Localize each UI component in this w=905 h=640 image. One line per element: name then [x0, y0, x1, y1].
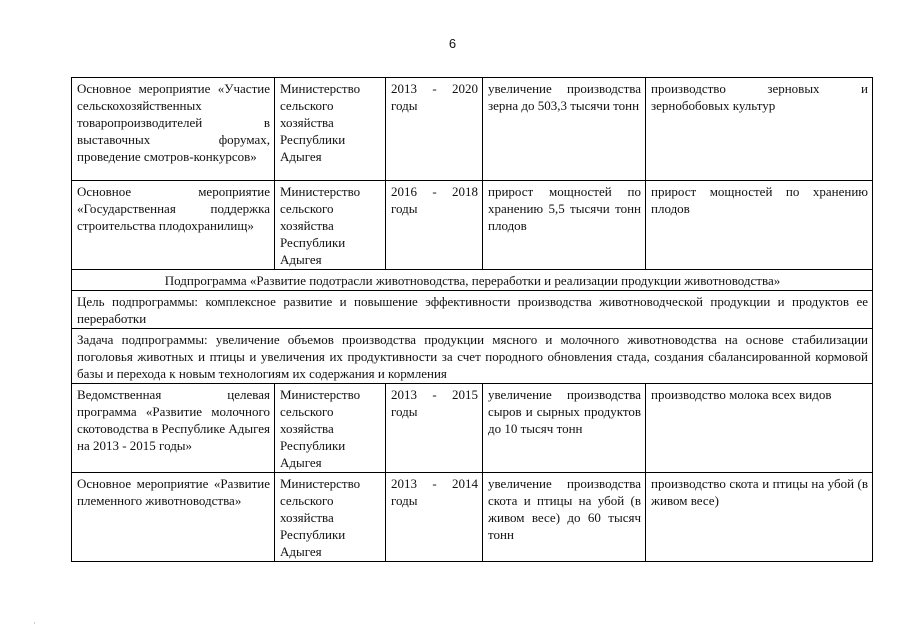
measure-cell: Ведомственная целевая программа «Развитие молочного скотоводства в Республике Адыгея на 2013 - 2015 годы»: [72, 384, 275, 473]
subprogram-title-row: [72, 270, 873, 291]
table-row: [72, 181, 873, 270]
executor-cell: Министерство сельского хозяйства Республики Адыгея: [275, 78, 386, 181]
indicator-cell: производство зерновых и зернобобовых культур: [646, 78, 873, 181]
indicator-cell: прирост мощностей по хранению плодов: [646, 181, 873, 270]
table-row: [72, 384, 873, 473]
table-row: [72, 473, 873, 562]
executor-cell: Министерство сельского хозяйства Республики Адыгея: [275, 181, 386, 270]
subprogram-title: Подпрограмма «Развитие подотрасли животноводства, переработки и реализации продукции животноводства»: [72, 270, 873, 291]
result-cell: увеличение производства скота и птицы на убой (в живом весе) до 60 тысяч тонн: [483, 473, 646, 562]
measure-cell: Основное мероприятие «Развитие племенного животноводства»: [72, 473, 275, 562]
result-cell: прирост мощностей по хранению 5,5 тысячи тонн плодов: [483, 181, 646, 270]
subprogram-task: Задача подпрограммы: увеличение объемов производства продукции мясного и молочного животноводства на основе стабилизации поголовья животных и птицы и увеличения их продуктивности за счет породного обновления стада, создания сбалансированной кормовой базы и перехода к новым технологиям их содержания и кормления: [72, 329, 873, 384]
executor-cell: Министерство сельского хозяйства Республики Адыгея: [275, 473, 386, 562]
measure-cell: Основное мероприятие «Государственная поддержка строительства плодохранилищ»: [72, 181, 275, 270]
executor-cell: Министерство сельского хозяйства Республики Адыгея: [275, 384, 386, 473]
measure-cell: Основное мероприятие «Участие сельскохозяйственных товаропроизводителей в выставочных форумах, проведение смотров-конкурсов»: [72, 78, 275, 181]
result-cell: увеличение производства зерна до 503,3 тысячи тонн: [483, 78, 646, 181]
program-measures-table: [71, 77, 873, 562]
indicator-cell: производство скота и птицы на убой (в живом весе): [646, 473, 873, 562]
period-cell: 2013 - 2020 годы: [386, 78, 483, 181]
result-cell: увеличение производства сыров и сырных продуктов до 10 тысяч тонн: [483, 384, 646, 473]
subprogram-goal: Цель подпрограммы: комплексное развитие и повышение эффективности производства животноводческой продукции и продуктов ее переработки: [72, 291, 873, 329]
scan-artifact: ·: [33, 618, 36, 628]
table-row: [72, 78, 873, 181]
period-cell: 2013 - 2015 годы: [386, 384, 483, 473]
subprogram-task-row: [72, 329, 873, 384]
subprogram-goal-row: [72, 291, 873, 329]
period-cell: 2016 - 2018 годы: [386, 181, 483, 270]
period-cell: 2013 - 2014 годы: [386, 473, 483, 562]
indicator-cell: производство молока всех видов: [646, 384, 873, 473]
page-number: 6: [448, 36, 457, 51]
